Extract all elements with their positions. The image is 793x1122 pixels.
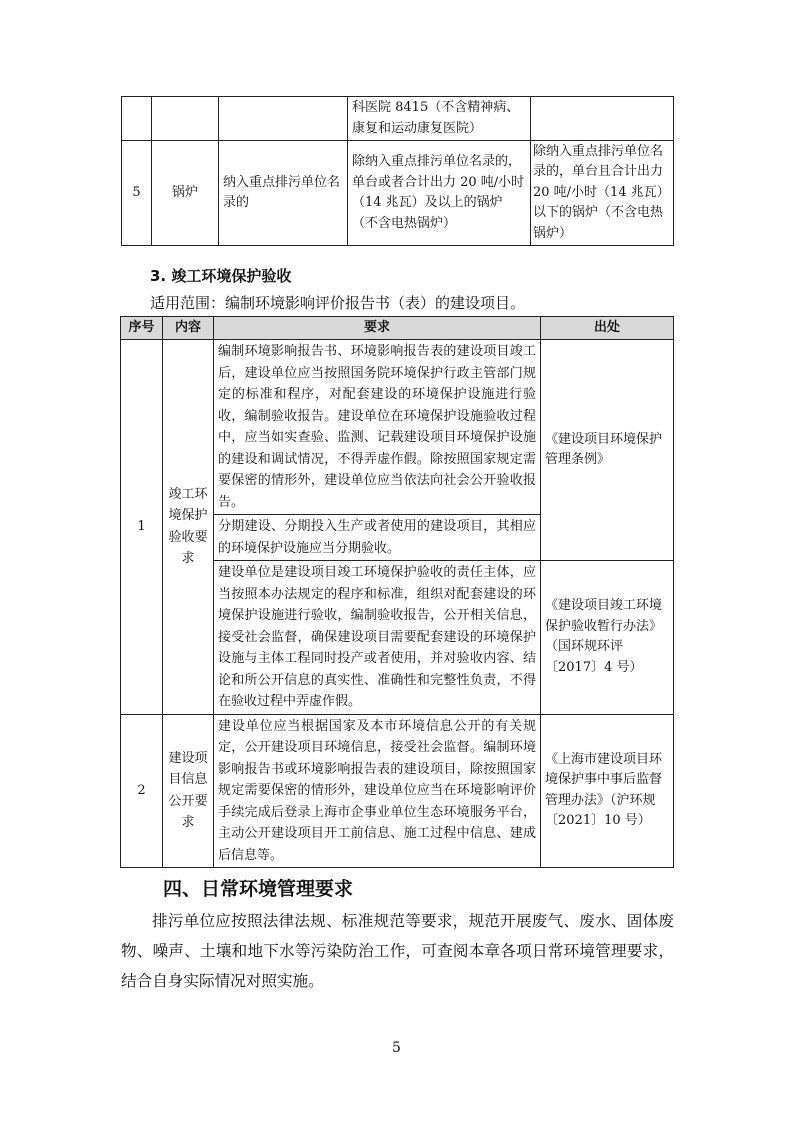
cell-requirement: 编制环境影响报告书、环境影响报告表的建设项目竣工后，建设单位应当按照国务院环境保护行政主管部门规定的标准和程序，对配套建设的环境保护设施进行验收，编制验收报告。建设单位在环境保护设施验收过程中，应当如实查验、监测、记载建设项目环境保护设施的建设和调试情况，不得弄虚作假。除按照国家规定需要保密的情形外，建设单位应当依法向社会公开验收报告。	[214, 340, 541, 515]
cell-no	[122, 97, 152, 141]
header-source: 出处	[541, 317, 674, 340]
cell-scope	[219, 97, 348, 141]
scope-text: 适用范围：编制环境影响评价报告书（表）的建设项目。	[150, 294, 526, 312]
cell-requirement: 建设单位应当根据国家及本市环境信息公开的有关规定，公开建设项目环境信息，接受社会监督。编制环境影响报告书或环境影响报告表的建设项目，除按照国家规定需要保密的情形外，建设单位应当在环境影响评价手续完成后登录上海市企事业单位生态环境服务平台，主动公开建设项目开工前信息、施工过程中信息、建成后信息等。	[214, 714, 541, 868]
header-requirement: 要求	[214, 317, 541, 340]
table-row	[122, 141, 674, 246]
cell-no: 1	[121, 340, 163, 715]
header-content: 内容	[163, 317, 214, 340]
cell-type: 锅炉	[152, 141, 219, 246]
cell-source: 《建设项目竣工环境保护验收暂行办法》（国环规环评〔2017〕4 号）	[541, 561, 674, 715]
acceptance-table	[120, 316, 674, 868]
top-table	[121, 96, 674, 246]
cell-source: 《上海市建设项目环境保护事中事后监督管理办法》（沪环规〔2021〕10 号）	[541, 714, 674, 868]
cell-key-unit: 科医院 8415（不含精神病、康复和运动康复医院）	[348, 97, 531, 141]
cell-content: 竣工环境保护验收要求	[163, 340, 214, 715]
section-4-heading: 四、日常环境管理要求	[163, 878, 354, 900]
cell-key-unit: 除纳入重点排污单位名录的，单台或者合计出力 20 吨/小时（14 兆瓦）及以上的锅炉（不含电热锅炉）	[348, 141, 531, 246]
header-no: 序号	[121, 317, 163, 340]
cell-simplified: 除纳入重点排污单位名录的，单台且合计出力 20 吨/小时（14 兆瓦）以下的锅炉（不含电热锅炉）	[531, 141, 674, 246]
page-number: 5	[392, 1040, 401, 1056]
section-3-heading: 3. 竣工环境保护验收	[150, 267, 292, 285]
cell-requirement: 建设单位是建设项目竣工环境保护验收的责任主体，应当按照本办法规定的程序和标准，组织对配套建设的环境保护设施进行验收，编制验收报告，公开相关信息，接受社会监督，确保建设项目需要配套建设的环境保护设施与主体工程同时投产或者使用，并对验收内容、结论和所公开信息的真实性、准确性和完整性负责，不得在验收过程中弄虚作假。	[214, 561, 541, 715]
table-row	[122, 97, 674, 141]
cell-scope: 纳入重点排污单位名录的	[219, 141, 348, 246]
section-4-paragraph: 排污单位应按照法律法规、标准规范等要求，规范开展废气、废水、固体废物、噪声、土壤和地下水等污染防治工作，可查阅本章各项日常环境管理要求，结合自身实际情况对照实施。	[121, 912, 674, 990]
cell-type	[152, 97, 219, 141]
table-row	[121, 340, 674, 515]
cell-no: 2	[121, 714, 163, 868]
cell-no: 5	[122, 141, 152, 246]
table-row	[121, 714, 674, 868]
cell-source: 《建设项目环境保护管理条例》	[541, 340, 674, 561]
table-header-row	[121, 317, 674, 340]
cell-simplified	[531, 97, 674, 141]
cell-content: 建设项目信息公开要求	[163, 714, 214, 868]
cell-requirement: 分期建设、分期投入生产或者使用的建设项目，其相应的环境保护设施应当分期验收。	[214, 515, 541, 561]
